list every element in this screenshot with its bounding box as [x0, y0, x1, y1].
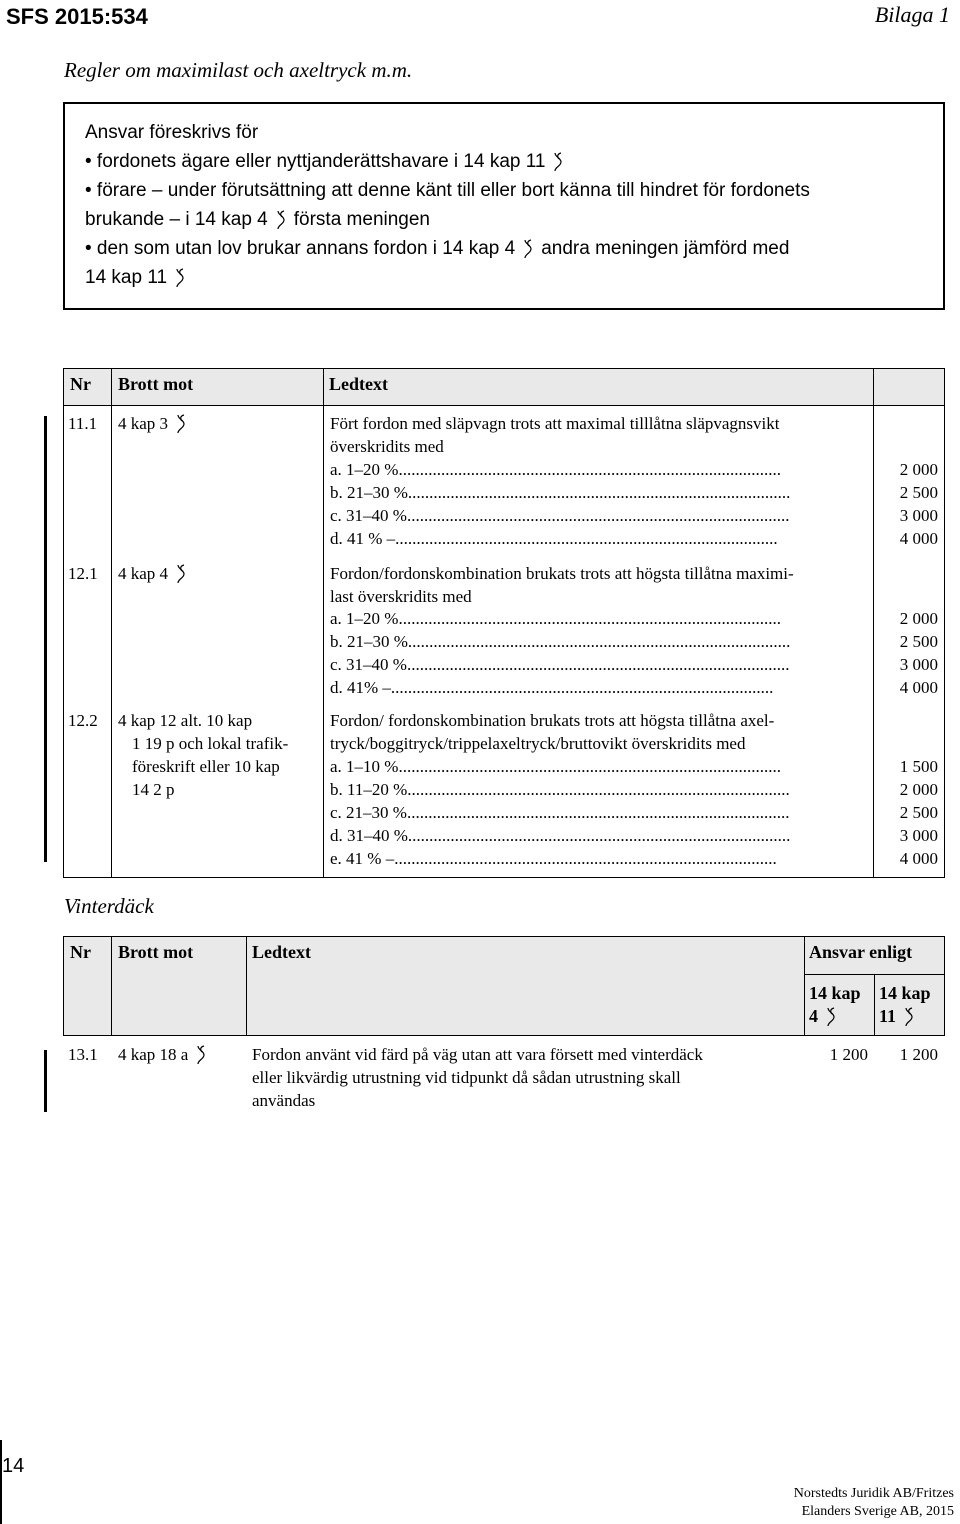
fine-items — [330, 607, 864, 699]
row-ledtext: Fordon använt vid färd på väg utan att vara försett med vinterdäck eller likvärdig utrustning vid tidpunkt då sådan utrustning skall användas — [252, 1045, 703, 1110]
row-brott-mot: 4 kap 4 — [118, 562, 194, 585]
section-sign-icon — [902, 1006, 916, 1026]
section-sign-icon — [824, 1006, 838, 1026]
winter-tyres-title: Vinterdäck — [64, 894, 154, 918]
section-sign-icon — [551, 151, 565, 171]
fine-amount: 2 500 — [899, 803, 938, 822]
section-title: Regler om maximilast och axeltryck m.m. — [64, 58, 413, 82]
fine-item: b. 21–30 %.......................................................................................... — [330, 632, 791, 651]
fine-item: d. 31–40 %.......................................................................................... — [330, 826, 791, 845]
header-col-14-kap-4: 14 kap 4 — [809, 983, 861, 1026]
fine-amount: 2 000 — [899, 780, 938, 799]
page-number: 14 — [2, 1455, 25, 1477]
responsibility-box — [63, 102, 945, 310]
change-bar — [44, 416, 47, 862]
appendix-label: Bilaga 1 — [874, 2, 950, 27]
section-sign-icon — [274, 209, 288, 229]
header-brott-mot: Brott mot — [118, 942, 194, 962]
fine-amount-14-kap-4: 1 200 — [829, 1045, 868, 1064]
section-sign-icon — [174, 413, 188, 433]
fine-item: b. 21–30 %.......................................................................................... — [330, 483, 791, 502]
header-ansvar-enligt: Ansvar enligt — [809, 942, 913, 962]
fine-amounts — [876, 458, 938, 550]
responsibility-line-driver: • förare – under förutsättning att denne känt till eller bort känna till hindret för fordonets — [85, 180, 810, 201]
row-ledtext: Fört fordon med släpvagn trots att maximal tilllåtna släpvagnsvikt överskridits med — [330, 414, 780, 456]
fine-amounts — [876, 607, 938, 699]
responsibility-line-ref: 14 kap 11 — [85, 263, 943, 292]
header-nr: Nr — [70, 942, 91, 962]
section-sign-icon — [174, 563, 188, 583]
fine-amount: 4 000 — [899, 529, 938, 548]
header-brott-mot: Brott mot — [118, 374, 194, 394]
row-nr: 12.2 — [68, 711, 98, 730]
row-ledtext: Fordon/ fordonskombination brukats trots att högsta tillåtna axel- tryck/boggitryck/trippelaxeltryck/bruttovikt överskridits med — [330, 711, 775, 753]
fine-items — [330, 458, 864, 550]
section-sign-icon — [173, 267, 187, 287]
fine-amount: 2 500 — [899, 632, 938, 651]
fine-amount: 1 500 — [899, 757, 938, 776]
row-brott-mot: 4 kap 3 — [118, 412, 194, 435]
fine-amount: 3 000 — [899, 655, 938, 674]
responsibility-line-owner: • fordonets ägare eller nyttjanderättshavare i 14 kap 11 — [85, 147, 943, 176]
header-ledtext: Ledtext — [329, 374, 388, 394]
fines-table-header — [63, 368, 945, 406]
publisher-info: Norstedts Juridik AB/Fritzes Elanders Sverige AB, 2015 — [793, 1486, 954, 1519]
page-edge-mark — [0, 1440, 2, 1524]
fine-item: a. 1–20 %.......................................................................................... — [330, 460, 781, 479]
fine-amount: 4 000 — [899, 849, 938, 868]
fine-amount: 2 000 — [899, 609, 938, 628]
responsibility-line-driver-cont: brukande – i 14 kap 4 första meningen — [85, 209, 430, 230]
fine-item: d. 41% –.......................................................................................... — [330, 678, 774, 697]
fine-amount: 2 500 — [899, 483, 938, 502]
fine-item: e. 41 % –.......................................................................................... — [330, 849, 777, 868]
fine-item: c. 31–40 %.......................................................................................... — [330, 655, 790, 674]
header-nr: Nr — [70, 374, 91, 394]
row-nr: 12.1 — [68, 564, 98, 583]
fine-item: c. 21–30 %.......................................................................................... — [330, 803, 790, 822]
row-brott-mot: 4 kap 18 a — [118, 1043, 214, 1066]
fine-items — [330, 755, 864, 870]
fine-item: c. 31–40 %.......................................................................................... — [330, 506, 790, 525]
change-bar — [44, 1050, 47, 1112]
fine-item: b. 11–20 %.......................................................................................... — [330, 780, 790, 799]
responsibility-intro: Ansvar föreskrivs för — [85, 122, 259, 143]
section-sign-icon — [194, 1044, 208, 1064]
fine-item: d. 41 % –.......................................................................................... — [330, 529, 778, 548]
fine-item: a. 1–10 %.......................................................................................... — [330, 757, 781, 776]
header-ledtext: Ledtext — [252, 942, 311, 962]
fine-item: a. 1–20 %.......................................................................................... — [330, 609, 781, 628]
header-col-14-kap-11: 14 kap 11 — [879, 983, 931, 1026]
fine-amount: 3 000 — [899, 826, 938, 845]
responsibility-line-unauthorized: • den som utan lov brukar annans fordon i 14 kap 4 andra meningen jämförd med — [85, 238, 790, 259]
row-nr: 11.1 — [68, 414, 98, 433]
sfs-number: SFS 2015:534 — [6, 4, 148, 29]
fine-amounts — [876, 755, 938, 870]
row-nr: 13.1 — [68, 1045, 98, 1064]
fine-amount: 3 000 — [899, 506, 938, 525]
row-ledtext: Fordon/fordonskombination brukats trots att högsta tillåtna maximi- last överskridits med — [330, 564, 794, 606]
row-brott-mot: 4 kap 12 alt. 10 kap 1 19 p och lokal trafik- föreskrift eller 10 kap 14 2 p — [118, 711, 289, 799]
fine-amount: 4 000 — [899, 678, 938, 697]
section-sign-icon — [521, 238, 535, 258]
winter-table-header — [63, 936, 945, 1036]
fine-amount: 2 000 — [899, 460, 938, 479]
fine-amount-14-kap-11: 1 200 — [899, 1045, 938, 1064]
